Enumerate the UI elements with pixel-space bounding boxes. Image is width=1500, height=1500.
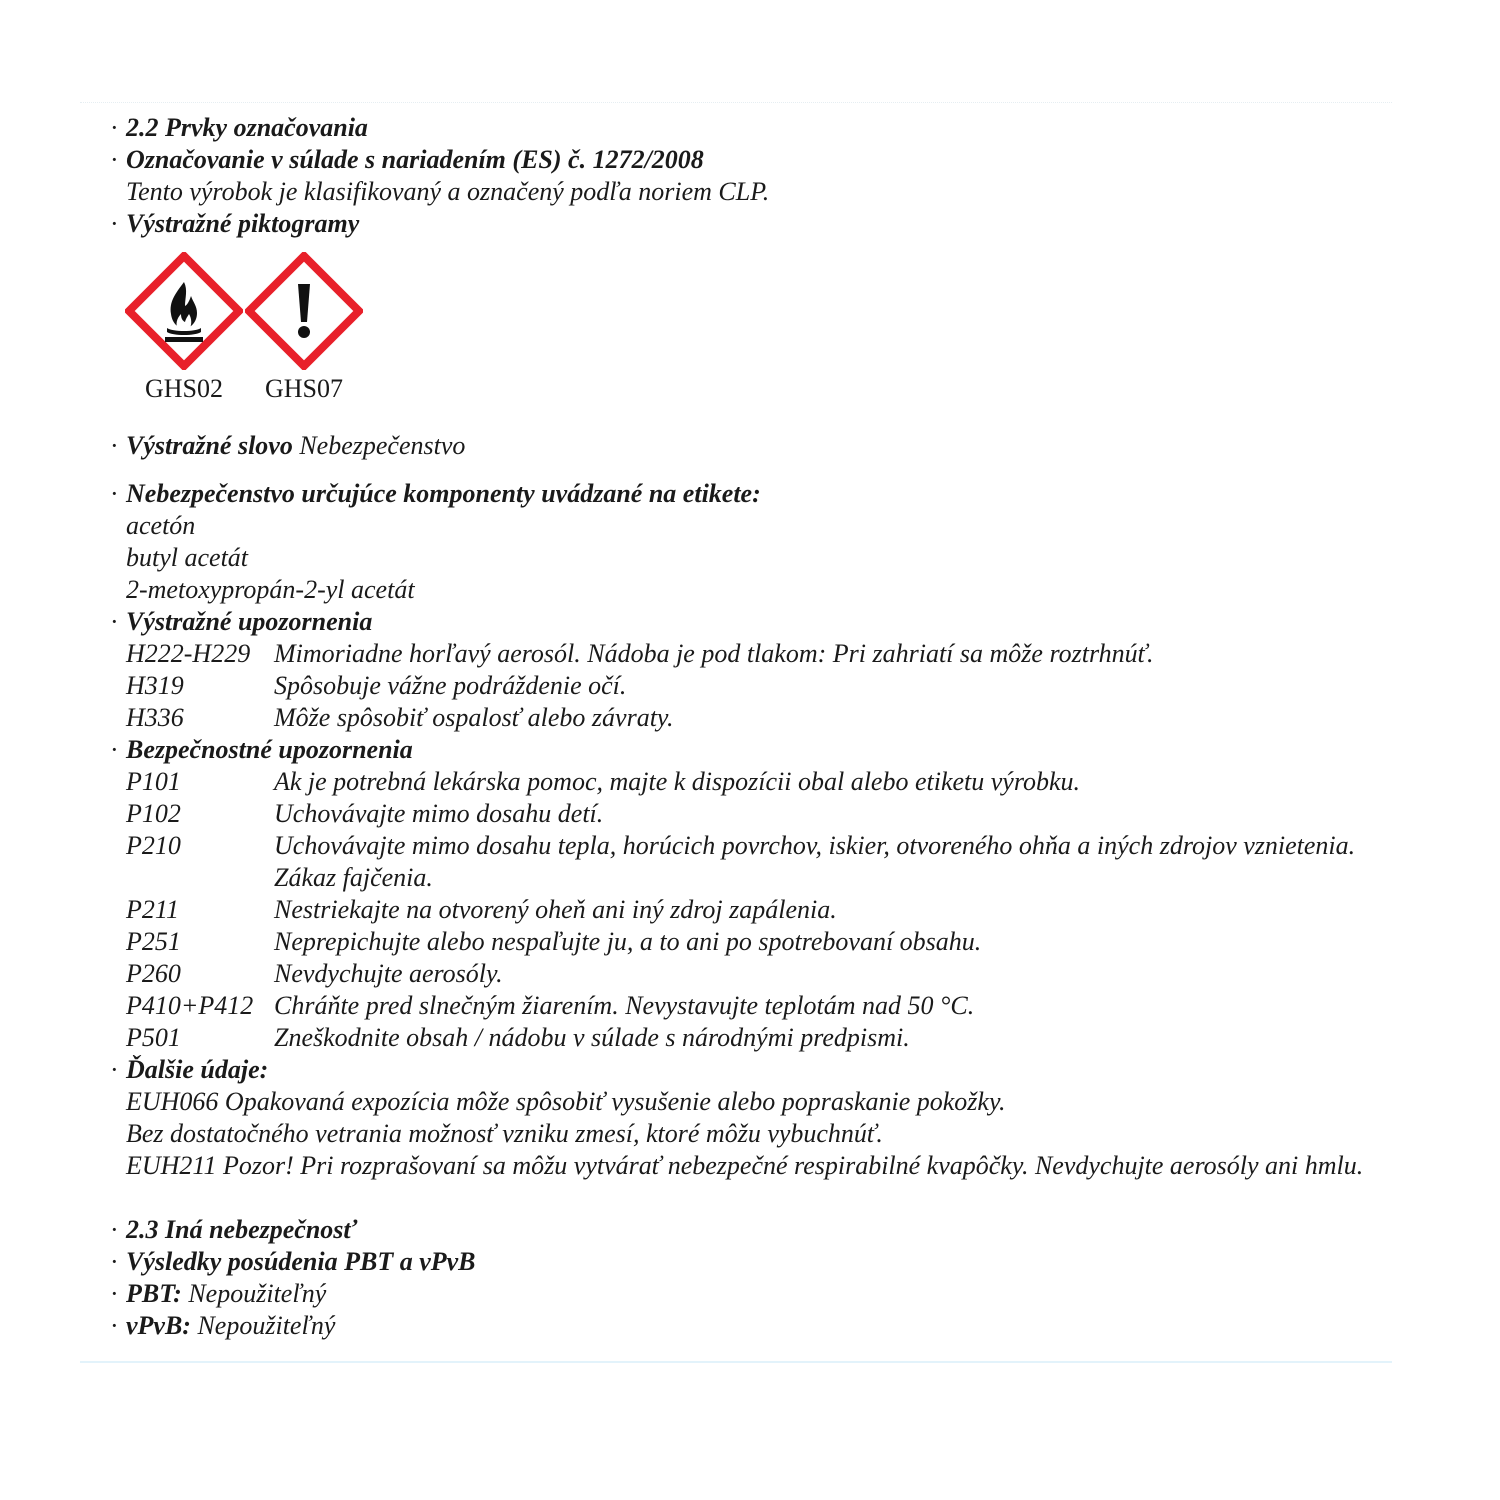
precautionary-statement: [126, 830, 1400, 894]
bullet: ·: [110, 431, 119, 460]
pictogram-code: GHS07: [264, 374, 343, 403]
pictograms-row: [124, 242, 1400, 412]
hazard-statement: [126, 670, 1400, 702]
statement-code: P501: [126, 1023, 181, 1052]
labelling-text: Tento výrobok je klasifikovaný a označený podľa noriem CLP.: [126, 177, 770, 206]
further-line: [110, 1118, 1400, 1150]
bullet: ·: [110, 1247, 119, 1276]
pbt-heading: Výsledky posúdenia PBT a vPvB: [126, 1247, 476, 1276]
statement-text: Môže spôsobiť ospalosť alebo závraty.: [274, 703, 674, 732]
signal-word-line: [110, 430, 1400, 462]
component-item: [110, 542, 1400, 574]
component-item: [110, 574, 1400, 606]
bullet: ·: [110, 735, 119, 764]
bullet: ·: [110, 1055, 119, 1084]
labelling-heading: Označovanie v súlade s nariadením (ES) č. 1272/2008: [126, 145, 704, 174]
statement-text: Zneškodnite obsah / nádobu v súlade s národnými predpismi.: [274, 1023, 910, 1052]
vpvb-line: [110, 1310, 1400, 1342]
bottom-divider: [80, 1361, 1392, 1363]
component-item: [110, 510, 1400, 542]
precautionary-statement: [126, 926, 1400, 958]
statement-text: Uchovávajte mimo dosahu detí.: [274, 799, 604, 828]
statement-code: P102: [126, 799, 181, 828]
statement-text: Chráňte pred slnečným žiarením. Nevystavujte teplotám nad 50 °C.: [274, 991, 975, 1020]
further-heading: Ďalšie údaje:: [126, 1055, 269, 1084]
bullet: ·: [110, 1279, 119, 1308]
pbt-line: [110, 1278, 1400, 1310]
pbt-heading-line: [110, 1246, 1400, 1278]
statement-text: Neprepichujte alebo nespaľujte ju, a to ani po spotrebovaní obsahu.: [274, 927, 982, 956]
hazard-statement: [126, 702, 1400, 734]
statement-text: Spôsobuje vážne podráždenie očí.: [274, 671, 627, 700]
bullet: ·: [110, 607, 119, 636]
pbt-value: Nepoužiteľný: [188, 1279, 327, 1308]
bullet: ·: [110, 145, 119, 174]
labelling-heading-line: [110, 144, 1400, 176]
exclamation-mark-icon: [245, 252, 363, 370]
statement-text: Pozor! Pri rozprašovaní sa môžu vytvárať nebezpečné respirabilné kvapôčky. Nevdychujte aerosóly ani hmlu.: [223, 1151, 1364, 1180]
labelling-text-line: [110, 176, 1400, 208]
statement-code: H319: [126, 671, 184, 700]
statement-text: Mimoriadne horľavý aerosól. Nádoba je pod tlakom: Pri zahriatí sa môže roztrhnúť.: [274, 639, 1154, 668]
statement-code: H222-H229: [126, 639, 251, 668]
flame-icon: [125, 252, 243, 370]
sds-section-2: [110, 112, 1400, 1342]
bullet: ·: [110, 479, 119, 508]
pictogram-ghs02: [124, 252, 244, 404]
statement-code: P410+P412: [126, 991, 254, 1020]
precautionary-statement: [126, 958, 1400, 990]
statement-code: P101: [126, 767, 181, 796]
further-text: Bez dostatočného vetrania možnosť vzniku zmesí, ktoré môžu vybuchnúť.: [126, 1119, 883, 1148]
vpvb-label: vPvB:: [126, 1311, 191, 1340]
further-line: [110, 1086, 1400, 1118]
precautionary-statement: [126, 894, 1400, 926]
hazard-statement: [126, 638, 1400, 670]
components-heading: Nebezpečenstvo určujúce komponenty uvádzané na etikete:: [126, 479, 761, 508]
hazard-heading-line: [110, 606, 1400, 638]
pictograms-heading: Výstražné piktogramy: [126, 209, 360, 238]
statement-code: P251: [126, 927, 181, 956]
bullet: ·: [110, 1215, 119, 1244]
precautionary-statement: [126, 766, 1400, 798]
precautionary-statement: [126, 798, 1400, 830]
pbt-label: PBT:: [126, 1279, 182, 1308]
pictogram-code: GHS02: [144, 374, 223, 403]
precaution-heading-line: [110, 734, 1400, 766]
bullet: ·: [110, 1311, 119, 1340]
statement-code: P211: [126, 895, 179, 924]
statement-text: Uchovávajte mimo dosahu tepla, horúcich povrchov, iskier, otvoreného ohňa a iných zdrojov vznietenia. Zákaz fajčenia.: [274, 831, 1356, 892]
statement-text: Ak je potrebná lekárska pomoc, majte k dispozícii obal alebo etiketu výrobku.: [274, 767, 1081, 796]
signal-word-value: Nebezpečenstvo: [299, 431, 466, 460]
signal-word-label: Výstražné slovo: [126, 431, 293, 460]
top-divider: [80, 102, 1392, 103]
statement-code: P210: [126, 831, 181, 860]
components-heading-line: [110, 478, 1400, 510]
bullet: ·: [110, 209, 119, 238]
statement-code: P260: [126, 959, 181, 988]
hazard-heading: Výstražné upozornenia: [126, 607, 373, 636]
vpvb-value: Nepoužiteľný: [197, 1311, 336, 1340]
bullet: ·: [110, 113, 119, 142]
pictograms-heading-line: [110, 208, 1400, 240]
statement-text: Nevdychujte aerosóly.: [274, 959, 503, 988]
further-text: EUH066 Opakovaná expozícia môže spôsobiť vysušenie alebo popraskanie pokožky.: [126, 1087, 1006, 1116]
statement-code: EUH211: [126, 1151, 217, 1180]
section-2-3-heading-line: [110, 1214, 1400, 1246]
precaution-heading: Bezpečnostné upozornenia: [126, 735, 413, 764]
component-name: 2-metoxypropán-2-yl acetát: [126, 575, 415, 604]
further-heading-line: [110, 1054, 1400, 1086]
pictogram-ghs07: [244, 252, 364, 404]
precautionary-statement: [126, 990, 1400, 1022]
precautionary-statement: [126, 1022, 1400, 1054]
section-heading: 2.3 Iná nebezpečnosť: [126, 1215, 358, 1244]
euh211-line: [126, 1150, 1400, 1214]
component-name: butyl acetát: [126, 543, 249, 572]
component-name: acetón: [126, 511, 196, 540]
statement-text: Nestriekajte na otvorený oheň ani iný zdroj zapálenia.: [274, 895, 837, 924]
section-2-2-heading-line: [110, 112, 1400, 144]
section-heading: 2.2 Prvky označovania: [126, 113, 368, 142]
statement-code: H336: [126, 703, 184, 732]
